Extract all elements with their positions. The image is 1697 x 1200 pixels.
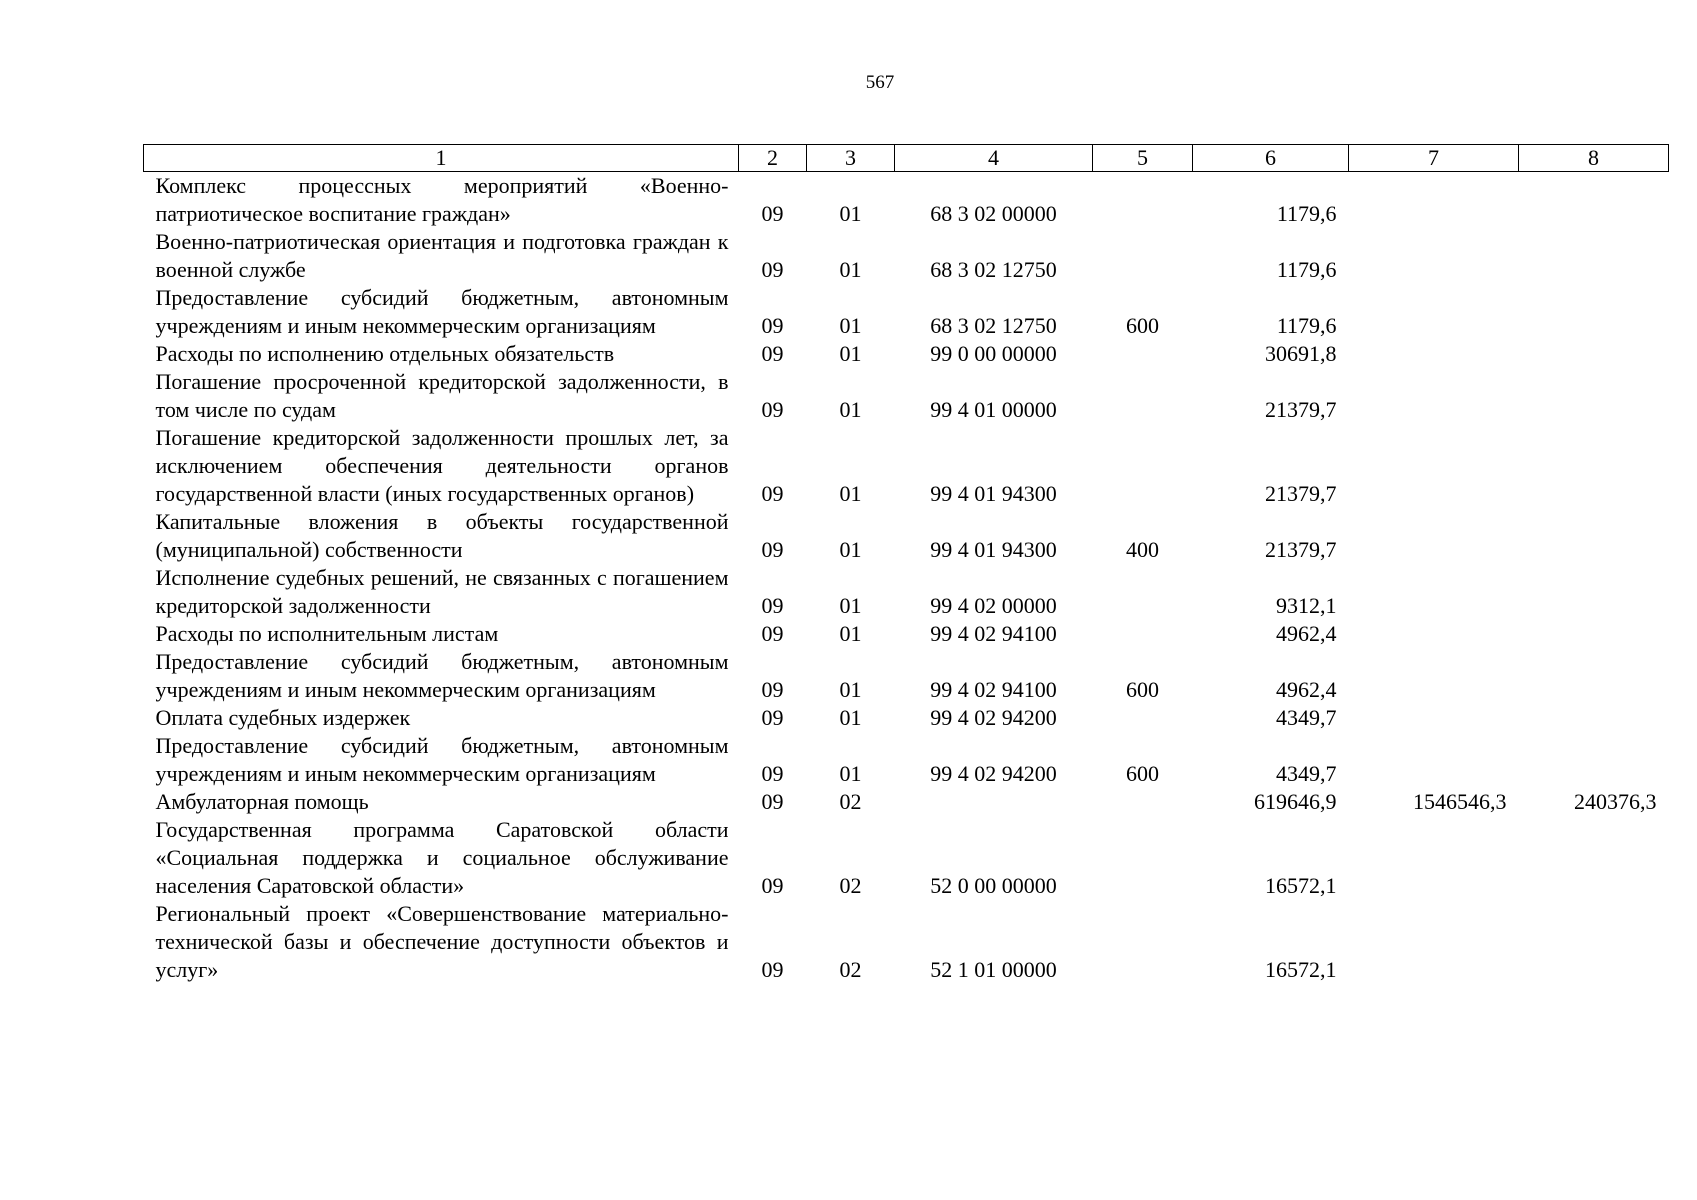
table-row — [144, 368, 1669, 424]
amount-col6: 9312,1 — [1276, 593, 1337, 618]
amount-col7 — [1349, 704, 1519, 732]
section-code: 09 — [761, 789, 784, 814]
target-article-code: 99 4 02 94100 — [930, 621, 1057, 646]
amount-col7 — [1349, 648, 1519, 704]
expense-type-code: 600 — [1126, 313, 1159, 338]
amount-col6: 1179,6 — [1276, 313, 1337, 338]
row-label: Региональный проект «Совершенствование материально-технической базы и обеспечение доступности объектов и услуг» — [155, 901, 729, 982]
section-code: 09 — [761, 313, 784, 338]
expense-type-code — [1093, 228, 1193, 284]
amount-col8 — [1519, 900, 1669, 984]
amount-col6: 1179,6 — [1276, 201, 1337, 226]
amount-col6: 21379,7 — [1265, 537, 1337, 562]
table-row — [144, 788, 1669, 816]
amount-col8 — [1519, 284, 1669, 340]
table-row — [144, 340, 1669, 368]
amount-col6: 21379,7 — [1265, 481, 1337, 506]
section-code: 09 — [761, 201, 784, 226]
table-row — [144, 900, 1669, 984]
row-label: Капитальные вложения в объекты государственной (муниципальной) собственности — [155, 509, 729, 562]
expense-type-code — [1093, 900, 1193, 984]
section-code: 09 — [761, 397, 784, 422]
expense-type-code — [1093, 788, 1193, 816]
amount-col7 — [1349, 340, 1519, 368]
row-label: Предоставление субсидий бюджетным, автономным учреждениям и иным некоммерческим организациям — [155, 733, 729, 786]
expense-type-code — [1093, 704, 1193, 732]
row-label: Военно-патриотическая ориентация и подготовка граждан к военной службе — [155, 229, 729, 282]
section-code: 09 — [761, 957, 784, 982]
column-header: 3 — [807, 145, 895, 172]
section-code: 09 — [761, 537, 784, 562]
section-code: 09 — [761, 593, 784, 618]
amount-col6: 1179,6 — [1276, 257, 1337, 282]
column-header: 8 — [1519, 145, 1669, 172]
section-code: 09 — [761, 677, 784, 702]
amount-col8 — [1519, 368, 1669, 424]
page-number: 567 — [865, 72, 895, 93]
section-code: 09 — [761, 873, 784, 898]
amount-col8 — [1519, 648, 1669, 704]
amount-col6: 619646,9 — [1254, 789, 1337, 814]
subsection-code: 01 — [839, 621, 862, 646]
table-row — [144, 564, 1669, 620]
subsection-code: 01 — [839, 341, 862, 366]
amount-col7 — [1349, 732, 1519, 788]
section-code: 09 — [761, 621, 784, 646]
subsection-code: 01 — [839, 593, 862, 618]
expense-type-code: 400 — [1126, 537, 1159, 562]
row-label: Расходы по исполнительным листам — [155, 621, 499, 646]
subsection-code: 01 — [839, 313, 862, 338]
table-row — [144, 648, 1669, 704]
subsection-code: 01 — [839, 761, 862, 786]
subsection-code: 02 — [839, 957, 862, 982]
amount-col7 — [1349, 172, 1519, 229]
target-article-code: 99 4 02 00000 — [930, 593, 1057, 618]
row-label: Погашение просроченной кредиторской задолженности, в том числе по судам — [155, 369, 729, 422]
row-label: Комплекс процессных мероприятий «Военно-патриотическое воспитание граждан» — [155, 173, 729, 226]
target-article-code: 99 4 02 94100 — [930, 677, 1057, 702]
target-article-code — [895, 788, 1093, 816]
amount-col8 — [1519, 508, 1669, 564]
subsection-code: 01 — [839, 705, 862, 730]
subsection-code: 01 — [839, 677, 862, 702]
table-row — [144, 172, 1669, 229]
column-header: 7 — [1349, 145, 1519, 172]
expense-type-code — [1093, 368, 1193, 424]
amount-col8 — [1519, 340, 1669, 368]
table-row — [144, 508, 1669, 564]
target-article-code: 68 3 02 12750 — [930, 257, 1057, 282]
amount-col8 — [1519, 732, 1669, 788]
column-header: 6 — [1193, 145, 1349, 172]
target-article-code: 99 4 01 94300 — [930, 537, 1057, 562]
amount-col7 — [1349, 816, 1519, 900]
target-article-code: 68 3 02 12750 — [930, 313, 1057, 338]
table-row — [144, 620, 1669, 648]
amount-col6: 30691,8 — [1265, 341, 1337, 366]
expense-type-code — [1093, 172, 1193, 229]
row-label: Оплата судебных издержек — [155, 705, 411, 730]
amount-col6: 21379,7 — [1265, 397, 1337, 422]
row-label: Исполнение судебных решений, не связанных с погашением кредиторской задолженности — [155, 565, 729, 618]
amount-col7 — [1349, 368, 1519, 424]
amount-col8 — [1519, 228, 1669, 284]
subsection-code: 01 — [839, 397, 862, 422]
target-article-code: 99 4 01 00000 — [930, 397, 1057, 422]
expense-type-code — [1093, 620, 1193, 648]
expense-type-code: 600 — [1126, 677, 1159, 702]
amount-col7 — [1349, 424, 1519, 508]
target-article-code: 99 4 02 94200 — [930, 705, 1057, 730]
table-row — [144, 704, 1669, 732]
expense-type-code — [1093, 424, 1193, 508]
table-row — [144, 732, 1669, 788]
column-header: 5 — [1093, 145, 1193, 172]
table-row — [144, 424, 1669, 508]
amount-col6: 4349,7 — [1276, 705, 1337, 730]
header-row — [144, 145, 1669, 172]
row-label: Предоставление субсидий бюджетным, автономным учреждениям и иным некоммерческим организациям — [155, 285, 729, 338]
amount-col6: 16572,1 — [1265, 873, 1337, 898]
amount-col8: 240376,3 — [1574, 789, 1657, 814]
section-code: 09 — [761, 341, 784, 366]
target-article-code: 68 3 02 00000 — [930, 201, 1057, 226]
subsection-code: 02 — [839, 789, 862, 814]
subsection-code: 01 — [839, 481, 862, 506]
amount-col7: 1546546,3 — [1413, 789, 1507, 814]
amount-col6: 4962,4 — [1276, 621, 1337, 646]
budget-table — [143, 144, 1669, 984]
amount-col7 — [1349, 228, 1519, 284]
amount-col6: 4349,7 — [1276, 761, 1337, 786]
expense-type-code: 600 — [1126, 761, 1159, 786]
amount-col8 — [1519, 564, 1669, 620]
amount-col6: 16572,1 — [1265, 957, 1337, 982]
target-article-code: 99 4 02 94200 — [930, 761, 1057, 786]
expense-type-code — [1093, 340, 1193, 368]
section-code: 09 — [761, 257, 784, 282]
section-code: 09 — [761, 705, 784, 730]
section-code: 09 — [761, 761, 784, 786]
section-code: 09 — [761, 481, 784, 506]
row-label: Расходы по исполнению отдельных обязательств — [155, 341, 615, 366]
amount-col8 — [1519, 704, 1669, 732]
amount-col7 — [1349, 564, 1519, 620]
target-article-code: 99 0 00 00000 — [930, 341, 1057, 366]
table-row — [144, 228, 1669, 284]
column-header: 1 — [144, 145, 739, 172]
subsection-code: 01 — [839, 201, 862, 226]
table-row — [144, 816, 1669, 900]
column-header: 4 — [895, 145, 1093, 172]
amount-col8 — [1519, 172, 1669, 229]
amount-col7 — [1349, 284, 1519, 340]
row-label: Государственная программа Саратовской области «Социальная поддержка и социальное обслуживание населения Саратовской области» — [155, 817, 729, 898]
amount-col7 — [1349, 900, 1519, 984]
amount-col8 — [1519, 620, 1669, 648]
amount-col7 — [1349, 620, 1519, 648]
target-article-code: 52 1 01 00000 — [930, 957, 1057, 982]
subsection-code: 02 — [839, 873, 862, 898]
row-label: Погашение кредиторской задолженности прошлых лет, за исключением обеспечения деятельности органов государственной власти (иных государственных органов) — [155, 425, 729, 506]
expense-type-code — [1093, 564, 1193, 620]
amount-col7 — [1349, 508, 1519, 564]
target-article-code: 99 4 01 94300 — [930, 481, 1057, 506]
amount-col6: 4962,4 — [1276, 677, 1337, 702]
expense-type-code — [1093, 816, 1193, 900]
row-label: Амбулаторная помощь — [155, 789, 369, 814]
target-article-code: 52 0 00 00000 — [930, 873, 1057, 898]
amount-col8 — [1519, 424, 1669, 508]
row-label: Предоставление субсидий бюджетным, автономным учреждениям и иным некоммерческим организациям — [155, 649, 729, 702]
subsection-code: 01 — [839, 257, 862, 282]
table-row — [144, 284, 1669, 340]
column-header: 2 — [739, 145, 807, 172]
amount-col8 — [1519, 816, 1669, 900]
subsection-code: 01 — [839, 537, 862, 562]
